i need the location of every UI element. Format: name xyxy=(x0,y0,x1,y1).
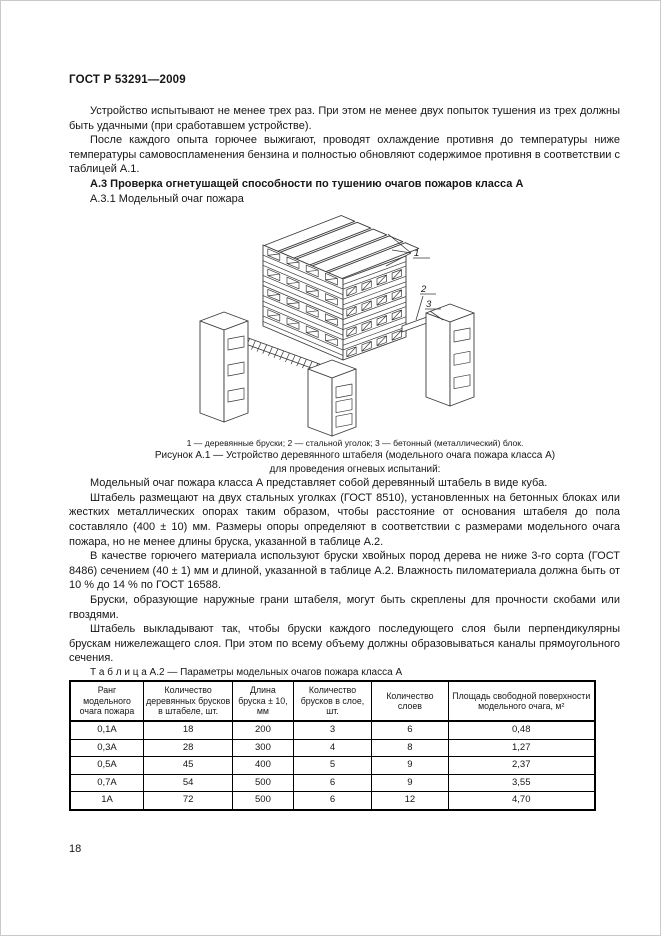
cell-per-layer: 6 xyxy=(293,792,372,810)
callout-2: 2 xyxy=(420,284,426,296)
cell-layers: 6 xyxy=(372,721,448,739)
doc-standard-number: ГОСТ Р 53291—2009 xyxy=(69,74,186,86)
cell-length: 400 xyxy=(233,757,293,775)
cell-layers: 8 xyxy=(372,739,448,757)
cell-layers: 9 xyxy=(372,774,448,792)
cell-layers: 12 xyxy=(372,792,448,810)
wood-crib-isometric-drawing xyxy=(180,210,510,438)
cell-per-layer: 4 xyxy=(293,739,372,757)
cell-rank: 0,5А xyxy=(70,757,144,775)
cell-length: 300 xyxy=(233,739,293,757)
table-header-row xyxy=(70,681,595,721)
table-row xyxy=(70,721,595,739)
cell-rank: 1А xyxy=(70,792,144,810)
cell-layers: 9 xyxy=(372,757,448,775)
cell-bars: 72 xyxy=(144,792,233,810)
paragraph-outer-bars: Бруски, образующие наружные грани штабеля, могут быть скреплены для прочности скобами или гвоздями. xyxy=(69,593,620,621)
cell-area: 1,27 xyxy=(448,739,595,757)
model-fire-stack-figure xyxy=(180,210,510,438)
figure-caption-line2: для проведения огневых испытаний: xyxy=(269,463,441,475)
table-row xyxy=(70,792,595,810)
paragraph-layer-orientation: Штабель выкладывают так, чтобы бруски каждого последующего слоя были перпендикулярны брускам нижележащего слоя. При этом по всему объему должны образовываться каналы прямоугольного сечения. xyxy=(69,623,620,665)
paragraph-model-cube: Модельный очаг пожара класса А представляет собой деревянный штабель в виде куба. xyxy=(90,477,548,490)
paragraph-tests-count: Устройство испытывают не менее трех раз. При этом не менее двух попыток тушения из трех должны быть удачными (при сработавшем устройстве). xyxy=(69,105,620,132)
table-row xyxy=(70,757,595,775)
cell-bars: 28 xyxy=(144,739,233,757)
cell-area: 4,70 xyxy=(448,792,595,810)
cell-length: 500 xyxy=(233,774,293,792)
table-row xyxy=(70,739,595,757)
section-heading-a3: А.3 Проверка огнетушащей способности по тушению очагов пожаров класса А xyxy=(90,177,524,190)
text-column xyxy=(69,104,620,811)
callout-3: 3 xyxy=(425,299,431,311)
cell-area: 3,55 xyxy=(448,774,595,792)
cell-bars: 45 xyxy=(144,757,233,775)
cell-bars: 18 xyxy=(144,721,233,739)
cell-rank: 0,3А xyxy=(70,739,144,757)
cell-area: 2,37 xyxy=(448,757,595,775)
table-row xyxy=(70,774,595,792)
cell-per-layer: 3 xyxy=(293,721,372,739)
paragraph-fuel-material: В качестве горючего материала используют бруски хвойных пород дерева не ниже 3-го сорта (ГОСТ 8486) сечением (40 ± 1) мм и длиной, указанной в таблице А.2. Влажность пиломатериала должна быть от 10 % до 14 % по ГОСТ 16588. xyxy=(69,550,620,592)
crib-blocks-rails-drawing xyxy=(200,216,474,437)
cell-rank: 0,1А xyxy=(70,721,144,739)
callout-1: 1 xyxy=(413,248,419,260)
cell-rank: 0,7А xyxy=(70,774,144,792)
cell-area: 0,48 xyxy=(448,721,595,739)
cell-length: 200 xyxy=(233,721,293,739)
table-title: Т а б л и ц а А.2 — Параметры модельных очагов пожара класса А xyxy=(90,666,403,678)
paragraph-stack-placement: Штабель размещают на двух стальных уголках (ГОСТ 8510), установленных на бетонных блоках или жестких металлических опорах таким образом, чтобы расстояние от основания штабеля до пола составляло (400 ± 10) мм. Размеры опоры определяют в соответствии с размерами модельного очага пожара, но не менее длины бруска, указанной в таблице А.2. xyxy=(69,491,620,548)
cell-per-layer: 5 xyxy=(293,757,372,775)
header-rank: Ранг модельного очага пожара xyxy=(70,681,144,721)
cell-length: 500 xyxy=(233,792,293,810)
header-free-surface: Площадь свободной поверхности модельного очага, м² xyxy=(448,681,595,721)
cell-per-layer: 6 xyxy=(293,774,372,792)
header-bars-per-layer: Количество брусков в слое, шт. xyxy=(293,681,372,721)
figure-legend: 1 — деревянные бруски; 2 — стальной уголок; 3 — бетонный (металлический) блок. xyxy=(186,438,524,449)
figure-caption-line1: Рисунок А.1 — Устройство деревянного штабеля (модельного очага пожара класса А) xyxy=(154,450,556,462)
header-layer-count: Количество слоев xyxy=(372,681,448,721)
header-bar-count-stack: Количество деревянных брусков в штабеле, шт. xyxy=(144,681,233,721)
header-bar-length: Длина бруска ± 10, мм xyxy=(233,681,293,721)
page-number: 18 xyxy=(69,843,82,855)
cell-bars: 54 xyxy=(144,774,233,792)
paragraph-after-each-test: После каждого опыта горючее выжигают, проводят охлаждение противня до температуры ниже температуры самовоспламенения бензина и полностью обновляют содержимое противня в соответствии с таблицей А.1. xyxy=(69,134,620,176)
params-table xyxy=(69,680,596,810)
subsection-heading-a31: А.3.1 Модельный очаг пожара xyxy=(90,192,244,205)
